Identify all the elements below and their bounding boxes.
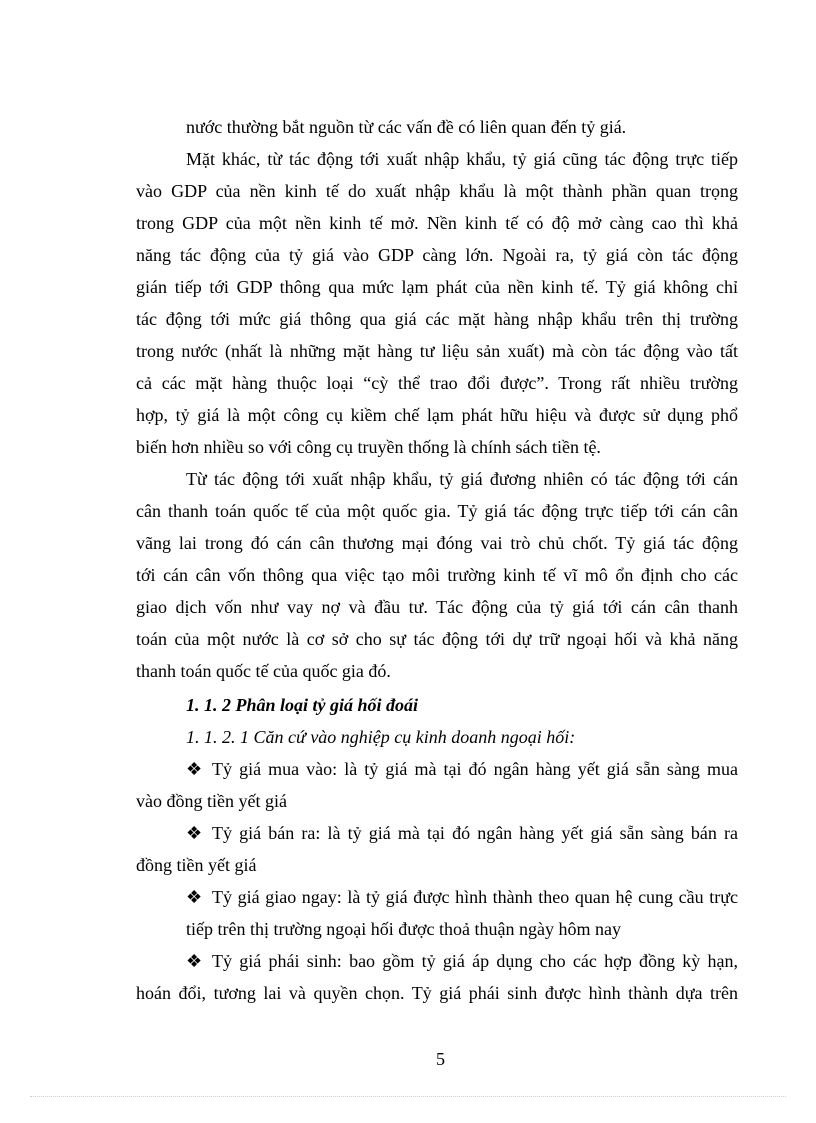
- bullet-text: Tỷ giá bán ra: là tỷ giá mà tại đó ngân hàng yết giá sẵn sàng bán ra: [212, 823, 738, 843]
- body-text-line: vào đồng tiền yết giá: [136, 791, 287, 811]
- body-text-line: cân thanh toán quốc tế của một quốc gia. Tỷ giá tác động trực tiếp tới cán cân: [136, 501, 738, 521]
- body-text-line: trong GDP của một nền kinh tế mở. Nền kinh tế có độ mở càng cao thì khả: [136, 213, 738, 233]
- bullet-item: [186, 822, 738, 844]
- body-text-line: biến hơn nhiều so với công cụ truyền thống là chính sách tiền tệ.: [136, 437, 601, 457]
- body-text-line: nước thường bắt nguồn từ các vấn đề có liên quan đến tỷ giá.: [186, 117, 627, 137]
- page-number: 5: [436, 1049, 445, 1069]
- diamond-bullet-icon: ❖: [186, 823, 203, 843]
- section-heading: 1. 1. 2 Phân loại tỷ giá hối đoái: [186, 695, 419, 715]
- body-text-line: đồng tiền yết giá: [136, 855, 257, 875]
- body-text-line: thanh toán quốc tế của quốc gia đó.: [136, 661, 391, 681]
- diamond-bullet-icon: ❖: [186, 887, 203, 907]
- bullet-item: [186, 886, 738, 908]
- bullet-item: [186, 950, 738, 972]
- body-text-line: cả các mặt hàng thuộc loại “cỳ thể trao đổi được”. Trong rất nhiều trường: [136, 373, 738, 393]
- body-text-line: hợp, tỷ giá là một công cụ kiềm chế lạm phát hữu hiệu và được sử dụng phổ: [136, 405, 738, 425]
- body-text-line: trong nước (nhất là những mặt hàng tư liệu sản xuất) mà còn tác động vào tất: [136, 341, 738, 361]
- footer-divider: [30, 1096, 786, 1097]
- diamond-bullet-icon: ❖: [186, 759, 203, 779]
- body-text-line: năng tác động của tỷ giá vào GDP càng lớn. Ngoài ra, tỷ giá còn tác động: [136, 245, 738, 265]
- bullet-text: Tỷ giá mua vào: là tỷ giá mà tại đó ngân hàng yết giá sẵn sàng mua: [212, 759, 738, 779]
- body-text-line: Mặt khác, từ tác động tới xuất nhập khẩu, tỷ giá cũng tác động trực tiếp: [186, 149, 738, 169]
- body-text-line: toán của một nước là cơ sở cho sự tác động tới dự trữ ngoại hối và khả năng: [136, 629, 738, 649]
- body-text-line: tác động tới mức giá thông qua giá các mặt hàng nhập khẩu trên thị trường: [136, 309, 738, 329]
- body-text-line: vãng lai trong đó cán cân thương mại đóng vai trò chủ chốt. Tỷ giá tác động: [136, 533, 738, 553]
- body-text-line: hoán đổi, tương lai và quyền chọn. Tỷ giá phái sinh được hình thành dựa trên: [136, 983, 738, 1003]
- body-text-line: tới cán cân vốn thông qua việc tạo môi trường kinh tế vĩ mô ổn định cho các: [136, 565, 738, 585]
- diamond-bullet-icon: ❖: [186, 951, 203, 971]
- body-text-line: Từ tác động tới xuất nhập khẩu, tỷ giá đương nhiên có tác động tới cán: [186, 469, 738, 489]
- body-text-line: gián tiếp tới GDP thông qua mức lạm phát của nền kinh tế. Tỷ giá không chỉ: [136, 277, 738, 297]
- body-text-line: giao dịch vốn như vay nợ và đầu tư. Tác động của tỷ giá tới cán cân thanh: [136, 597, 738, 617]
- bullet-text: Tỷ giá giao ngay: là tỷ giá được hình thành theo quan hệ cung cầu trực: [212, 887, 738, 907]
- bullet-text: Tỷ giá phái sinh: bao gồm tỷ giá áp dụng cho các hợp đồng kỳ hạn,: [212, 951, 738, 971]
- body-text-line: vào GDP của nền kinh tế do xuất nhập khẩu là một thành phần quan trọng: [136, 181, 738, 201]
- subsection-heading: 1. 1. 2. 1 Căn cứ vào nghiệp cụ kinh doanh ngoại hối:: [186, 727, 576, 747]
- body-text-line: tiếp trên thị trường ngoại hối được thoả thuận ngày hôm nay: [186, 919, 621, 939]
- bullet-item: [186, 758, 738, 780]
